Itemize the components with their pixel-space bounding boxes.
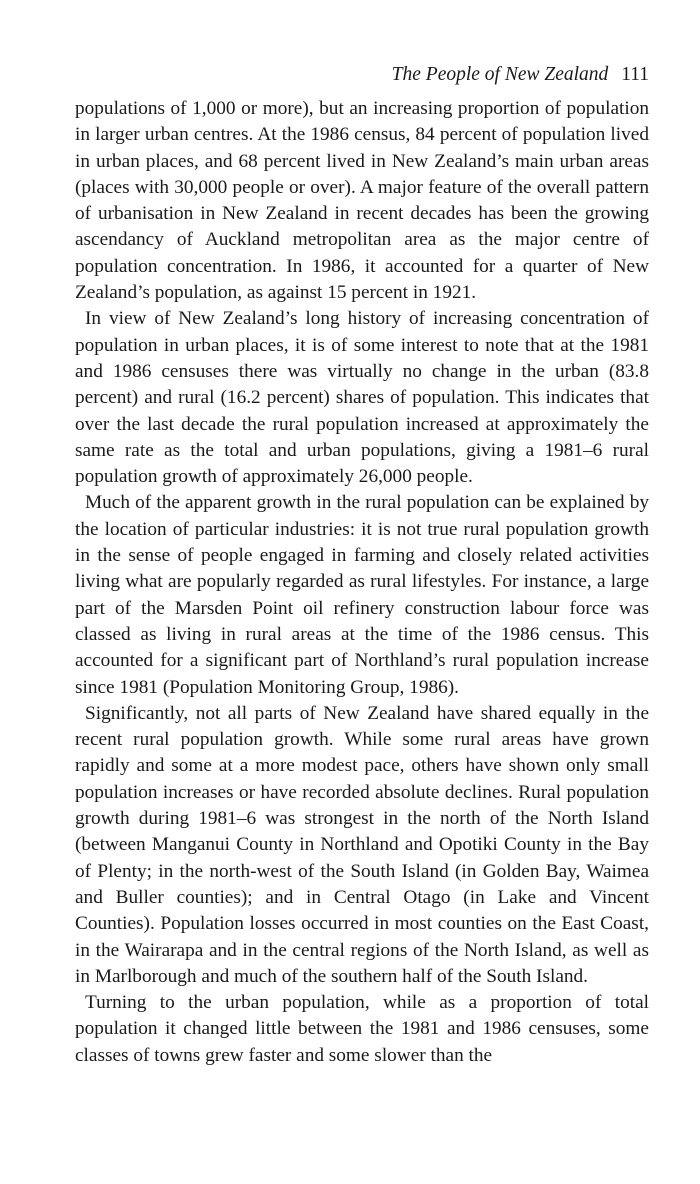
book-page <box>75 58 649 1069</box>
paragraph-regional-rural-growth: Significantly, not all parts of New Zealand have shared equally in the recent rural population growth. While some rural areas have grown rapidly and some at a more modest pace, others have shown only small population increases or have recorded absolute declines. Rural population growth during 1981–6 was strongest in the north of the North Island (between Manganui County in Northland and Opotiki County in the Bay of Plenty; in the north-west of the South Island (in Golden Bay, Waimea and Buller counties); and in Central Otago (in Lake and Vincent Counties). Population losses occurred in most counties on the East Coast, in the Wairarapa and in the central regions of the North Island, as well as in Marlborough and much of the southern half of the South Island. <box>75 702 649 987</box>
running-title: The People of New Zealand <box>391 64 609 85</box>
paragraph-urban-population: Turning to the urban population, while as a proportion of total population it changed little between the 1981 and 1986 censuses, some classes of towns grew faster and some slower than the <box>75 992 649 1066</box>
paragraph-urban-rural-shares: In view of New Zealand’s long history of increasing concentration of population in urban places, it is of some interest to note that at the 1981 and 1986 censuses there was virtually no change in the urban (83.8 percent) and rural (16.2 percent) shares of population. This indicates that over the last decade the rural population increased at approximately the same rate as the total and urban populations, giving a 1981–6 rural population growth of approximately 26,000 people. <box>75 308 649 488</box>
body-text <box>75 96 649 1069</box>
paragraph-urban-concentration: populations of 1,000 or more), but an increasing proportion of population in larger urban centres. At the 1986 census, 84 percent of population lived in urban places, and 68 percent lived in New Zealand’s main urban areas (places with 30,000 people or over). A major feature of the overall pattern of urbanisation in New Zealand in recent decades has been the growing ascendancy of Auckland metropolitan area as the major centre of population concentration. In 1986, it accounted for a quarter of New Zealand’s population, as against 15 percent in 1921. <box>75 98 649 304</box>
paragraph-rural-growth-industries: Much of the apparent growth in the rural population can be explained by the location of particular industries: it is not true rural population growth in the sense of people engaged in farming and closely related activities living what are popularly regarded as rural lifestyles. For instance, a large part of the Marsden Point oil refinery construction labour force was classed as living in rural areas at the time of the 1986 census. This accounted for a significant part of Northland’s rural population increase since 1981 (Population Monitoring Group, 1986). <box>75 492 649 698</box>
running-head <box>75 58 649 96</box>
page-number: 111 <box>621 64 649 85</box>
